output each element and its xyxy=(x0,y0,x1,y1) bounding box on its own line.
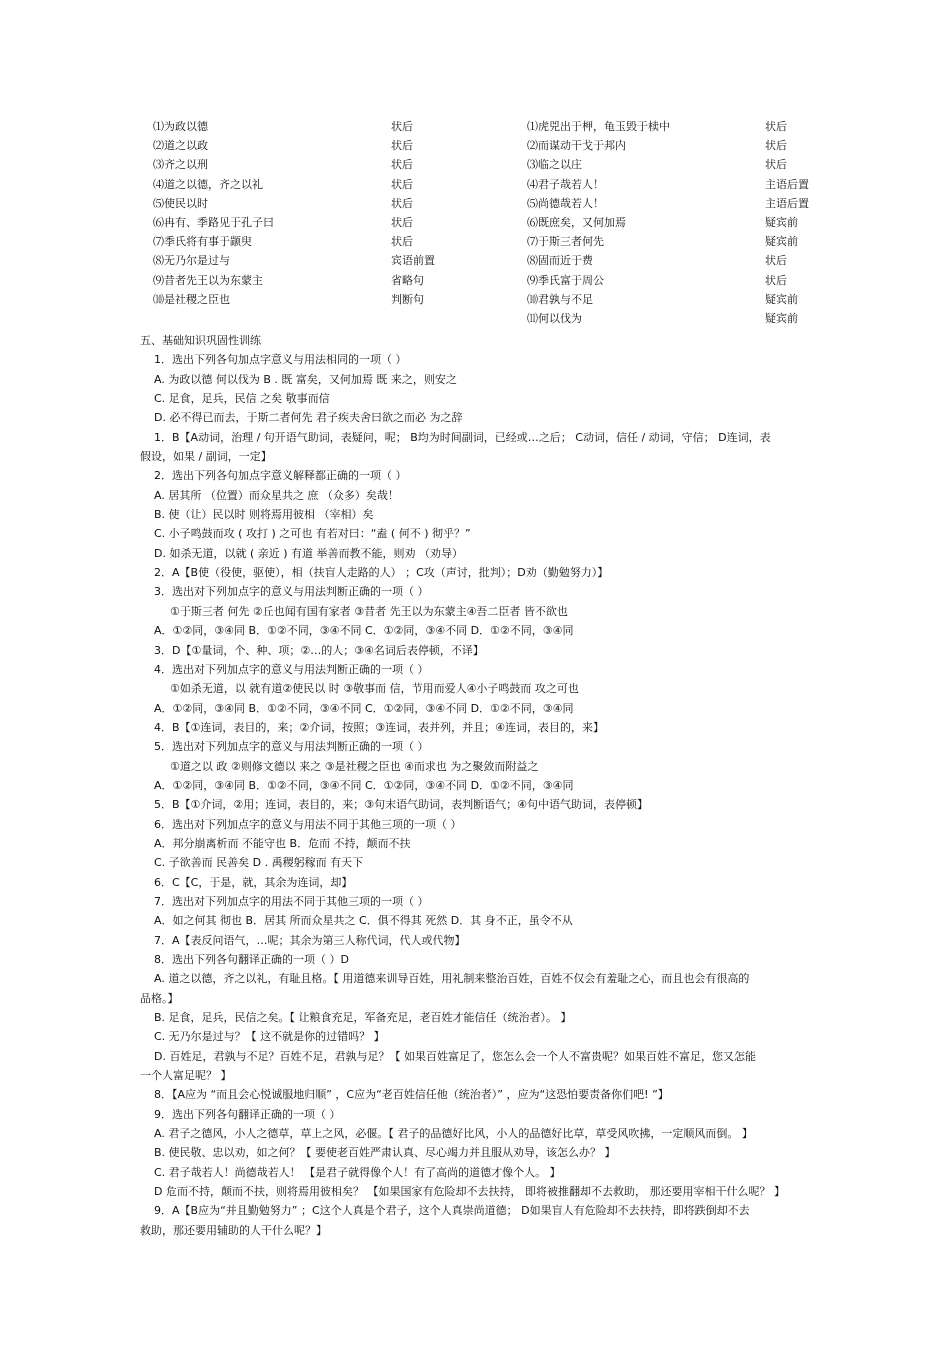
sentence-cell: ⑶临之以庄 xyxy=(527,158,582,172)
text-line: C. 小子鸣鼓而攻 ( 攻打 ) 之可也 有若对曰：“盍 ( 何不 ) 彻乎？” xyxy=(154,527,471,541)
text-line: 1．选出下列各句加点字意义与用法相同的一项（ ） xyxy=(154,353,407,367)
text-line: C. 足食，足兵，民信 之矣 敬事而信 xyxy=(154,392,330,406)
text-line: 9．A【B应为“并且勤勉努力” ；C这个人真是个君子，这个人真崇尚道德； D如果盲人有危险却不去扶持，即将跌倒却不去 xyxy=(154,1204,750,1218)
text-line: 2．A【B使（役使，驱使），相（扶盲人走路的人） ；C攻（声讨，批判）；D劝（勤勉努力）】 xyxy=(154,566,609,580)
text-line: 1．B【A动词，治理 / 句开语气助词，表疑问，呢； B均为时间副词，已经或…之后； C动词，信任 / 动词，守信； D连词，表 xyxy=(154,430,771,444)
sentence-cell: ⑼昔者先王以为东蒙主 xyxy=(153,273,263,287)
table-row xyxy=(153,252,833,271)
text-line: 3．D【①量词，个、种、项；②…的人；③④名词后表停顿，不译】 xyxy=(154,643,484,657)
sentence-cell: ⑵道之以政 xyxy=(153,139,208,153)
text-line: 4．B【①连词，表目的，来；②介词，按照；③连词，表并列，并且；④连词，表目的，来】 xyxy=(154,720,604,734)
text-line: 9．选出下列各句翻译正确的一项（ ） xyxy=(154,1107,341,1121)
text-line: 7．A【表反问语气，…呢；其余为第三人称代词，代人或代物】 xyxy=(154,933,466,947)
sentence-cell: ⑼季氏富于周公 xyxy=(527,273,604,287)
text-line: 6．选出对下列加点字的意义与用法不同于其他三项的一项（ ） xyxy=(154,817,462,831)
pattern-cell: 状后 xyxy=(765,158,787,172)
pattern-cell: 宾语前置 xyxy=(391,254,435,268)
text-line: A．如之何其 彻也 B．居其 所而众星共之 C．俱不得其 死然 D．其 身不正，虽令不从 xyxy=(154,914,573,928)
text-line: 5．B【①介词，②用；连词，表目的，来；③句末语气助词，表判断语气；④句中语气助词，表停顿】 xyxy=(154,798,648,812)
table-row xyxy=(153,291,833,310)
text-line: ①如杀无道，以 就有道②使民以 时 ③敬事而 信，节用而爱人④小子鸣鼓而 攻之可也 xyxy=(170,682,579,696)
sentence-cell: ⑷君子哉若人！ xyxy=(527,177,604,191)
text-line: 2．选出下列各句加点字意义解释都正确的一项（ ） xyxy=(154,469,407,483)
text-line: 8．【A应为 “而且会心悦诚服地归顺” ，C应为“老百姓信任他（统治者）” ，应为“这恐怕要责备你们吧! ”】 xyxy=(154,1088,669,1102)
text-line: ①道之以 政 ②则修文德以 来之 ③是社稷之臣也 ④而求也 为之聚敛而附益之 xyxy=(170,759,539,773)
sentence-cell: ⑸尚德哉若人！ xyxy=(527,196,604,210)
text-line: 8．选出下列各句翻译正确的一项（ ）D xyxy=(154,953,349,966)
text-line: C. 子欲善而 民善矣 D . 禹稷躬稼而 有天下 xyxy=(154,856,364,870)
text-line: 五、基础知识巩固性训练 xyxy=(140,334,261,347)
table-row xyxy=(153,176,833,195)
pattern-cell: 省略句 xyxy=(391,273,424,287)
text-line: D. 如杀无道，以就 ( 亲近 ) 有道 举善而教不能，则劝 （劝导） xyxy=(154,546,464,560)
text-line: C. 无乃尔是过与？【 这不就是你的过错吗？ 】 xyxy=(154,1030,385,1044)
text-line: B. 足食，足兵，民信之矣。【 让粮食充足，军备充足，老百姓才能信任（统治者）。 】 xyxy=(154,1011,572,1025)
table-row xyxy=(153,156,833,175)
pattern-cell: 疑宾前 xyxy=(765,215,798,229)
pattern-cell: 疑宾前 xyxy=(765,235,798,249)
pattern-cell: 状后 xyxy=(391,120,413,133)
text-line: 救助，那还要用辅助的人干什么呢？】 xyxy=(140,1223,327,1237)
sentence-cell: ⑷道之以德，齐之以礼 xyxy=(153,177,263,191)
table-row xyxy=(153,272,833,291)
sentence-cell: ⑸使民以时 xyxy=(153,196,208,210)
table-row xyxy=(153,233,833,252)
pattern-cell: 状后 xyxy=(391,158,413,172)
text-line: A．①②同，③④同 B．①②不同，③④不同 C．①②同，③④不同 D．①②不同，③④同 xyxy=(154,624,574,638)
pattern-cell: 状后 xyxy=(391,177,413,191)
text-line: A. 为政以德 何以伐为 B . 既 富矣，又何加焉 既 来之，则安之 xyxy=(154,372,457,386)
text-line: A．①②同，③④同 B．①②不同，③④不同 C．①②同，③④不同 D．①②不同，③④同 xyxy=(154,701,574,715)
pattern-cell: 状后 xyxy=(765,139,787,153)
sentence-cell: ⑽是社稷之臣也 xyxy=(153,292,230,306)
table-row xyxy=(153,214,833,233)
sentence-cell: ⑺于斯三者何先 xyxy=(527,235,604,249)
pattern-cell: 状后 xyxy=(765,273,787,287)
text-line: A. 君子之德风，小人之德草，草上之风，必偃。【 君子的品德好比风，小人的品德好比草，草受风吹拂，一定顺风而倒。 】 xyxy=(154,1127,753,1141)
sentence-cell: ⑶齐之以刑 xyxy=(153,158,208,172)
table-row xyxy=(153,195,833,214)
pattern-cell: 状后 xyxy=(391,215,413,229)
text-line: 一个人富足呢？ 】 xyxy=(140,1069,232,1083)
text-line: D. 必不得已而去，于斯二者何先 君子疾夫舍曰欲之而必 为之辞 xyxy=(154,411,463,425)
sentence-pattern-table xyxy=(153,118,833,329)
text-line: 品格。】 xyxy=(140,991,179,1005)
sentence-cell: ⑻无乃尔是过与 xyxy=(153,254,230,268)
sentence-cell: ⑹既庶矣，又何加焉 xyxy=(527,215,626,229)
sentence-cell: ⑽君孰与不足 xyxy=(527,292,593,306)
text-line: A. 道之以德，齐之以礼，有耻且格。【 用道德来训导百姓，用礼制来整治百姓，百姓不仅会有羞耻之心，而且也会有很高的 xyxy=(154,972,750,986)
sentence-cell: ⑹冉有、季路见于孔子曰 xyxy=(153,215,274,229)
text-line: D 危而不持，颠而不扶，则将焉用彼相矣？ 【如果国家有危险却不去扶持， 即将被推翻却不去救助， 那还要用宰相干什么呢？ 】 xyxy=(154,1185,785,1199)
pattern-cell: 主语后置 xyxy=(765,196,809,210)
text-line: B. 使（让）民以时 则将焉用彼相 （宰相）矣 xyxy=(154,508,374,522)
text-line: A. 居其所 （位置）而众星共之 庶 （众多）矣哉！ xyxy=(154,488,399,502)
pattern-cell: 疑宾前 xyxy=(765,311,798,325)
text-line: 4．选出对下列加点字的意义与用法判断正确的一项（ ） xyxy=(154,662,429,676)
pattern-cell: 状后 xyxy=(765,254,787,268)
text-line: 3．选出对下列加点字的意义与用法判断正确的一项（ ） xyxy=(154,585,429,599)
pattern-cell: 主语后置 xyxy=(765,177,809,191)
sentence-cell: ⑺季氏将有事于颛臾 xyxy=(153,235,252,249)
pattern-cell: 状后 xyxy=(391,196,413,210)
sentence-cell: ⑴为政以德 xyxy=(153,120,208,133)
sentence-cell: ⑵而谋动干戈于邦内 xyxy=(527,139,626,153)
pattern-cell: 判断句 xyxy=(391,292,424,306)
table-row xyxy=(153,137,833,156)
text-line: D. 百姓足，君孰与不足？百姓不足，君孰与足？【 如果百姓富足了，您怎么会一个人不富贵呢？如果百姓不富足，您又怎能 xyxy=(154,1049,756,1063)
exercise-section xyxy=(140,331,820,1240)
sentence-cell: ⑻固而近于费 xyxy=(527,254,593,268)
pattern-cell: 疑宾前 xyxy=(765,292,798,306)
pattern-cell: 状后 xyxy=(391,139,413,153)
text-line: A．①②同，③④同 B．①②不同，③④不同 C．①②同，③④不同 D．①②不同，③④同 xyxy=(154,778,574,792)
text-line: 5．选出对下列加点字的意义与用法判断正确的一项（ ） xyxy=(154,740,429,754)
text-line: C. 君子哉若人！尚德哉若人！ 【是君子就得像个人！有了高尚的道德才像个人。 】 xyxy=(154,1165,561,1179)
text-line: 7．选出对下列加点字的用法不同于其他三项的一项（ ） xyxy=(154,894,429,908)
pattern-cell: 状后 xyxy=(391,235,413,249)
text-line: 假设，如果 / 副词，一定】 xyxy=(140,450,272,464)
text-line: A．邦分崩离析而 不能守也 B．危而 不持，颠而不扶 xyxy=(154,836,411,850)
sentence-cell: ⑴虎兕出于柙，龟玉毁于椟中 xyxy=(527,120,670,133)
table-row xyxy=(153,118,833,137)
pattern-cell: 状后 xyxy=(765,120,787,133)
text-line: ①于斯三者 何先 ②丘也闻有国有家者 ③昔者 先王以为东蒙主④吾二臣者 皆不欲也 xyxy=(170,604,568,618)
sentence-cell: ⑾何以伐为 xyxy=(527,311,582,325)
text-line: B. 使民敬、忠以劝，如之何？【 要使老百姓严肃认真、尽心竭力并且服从劝导，该怎么办？ 】 xyxy=(154,1146,616,1160)
text-line: 6．C【C，于是，就，其余为连词，却】 xyxy=(154,875,353,889)
table-row xyxy=(153,310,833,329)
